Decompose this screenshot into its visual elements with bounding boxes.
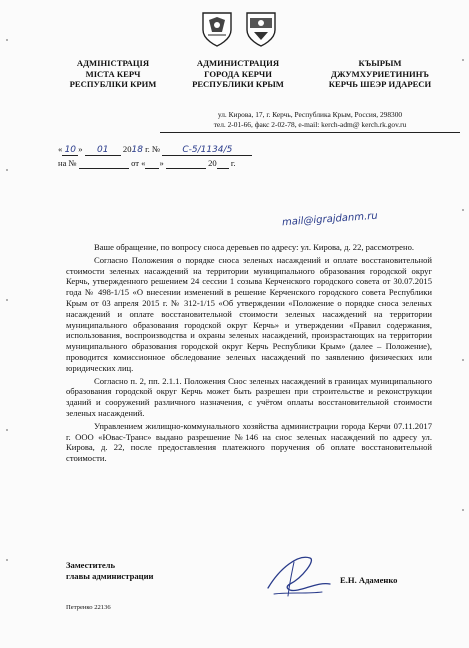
- handwritten-signature: [250, 548, 340, 608]
- header-ukr-line: МІСТА КЕРЧ: [85, 68, 141, 79]
- incoming-registration: [58, 158, 236, 169]
- reply-month-blank: [166, 158, 206, 169]
- reply-number-blank: [79, 158, 129, 169]
- reply-year-suffix: г.: [230, 158, 236, 168]
- reg-day: 10: [62, 145, 78, 156]
- reg-number: С-5/1134/5: [162, 145, 252, 156]
- kerch-emblem-icon: [244, 10, 278, 48]
- header-rus-line: ГОРОДА КЕРЧИ: [204, 68, 272, 79]
- emblems: [200, 10, 280, 50]
- address-line: ул. Кирова, 17, г. Керчь, Республика Крым, Россия, 298300: [217, 110, 403, 119]
- reg-year-printed: 20: [122, 144, 132, 154]
- body-paragraph: Управлением жилищно-коммунального хозяйства администрации города Керчи 07.11.2017 г. ООО «Ювас-Транс» выдано разрешение №146 на снос зеленых насаждений по адресу ул. Кирова, д. 22, после предоставления платежного поручения об оплате восстановительной стоимости.: [66, 420, 432, 464]
- header-crimean-tatar: [320, 58, 440, 90]
- header-crh-line: ДЖУМХУРИЕТИНИНЪ: [331, 68, 429, 79]
- scan-edge-dots-left: [4, 0, 10, 648]
- address-block: [160, 110, 460, 133]
- address-divider: [160, 132, 460, 133]
- reg-month: 01: [85, 145, 121, 156]
- handwritten-email: mail@igrajdanm.ru: [281, 210, 379, 229]
- header-crh-line: КЪЫРЫМ: [358, 58, 402, 68]
- header-ukr-line: АДМІНІСТРАЦІЯ: [76, 58, 150, 68]
- reg-year-hand: 18: [131, 145, 143, 155]
- reply-date-label: от «: [131, 158, 146, 168]
- reply-day-blank: [145, 158, 159, 169]
- header-rus-line: РЕСПУБЛИКИ КРЫМ: [192, 79, 284, 89]
- signatory-name: Е.Н. Адаменко: [340, 575, 398, 585]
- contacts-line: тел. 2-01-66, факс 2-02-78, e-mail: kerch-adm@ kerch.rk.gov.ru: [213, 120, 407, 129]
- reply-to-label: на №: [58, 158, 77, 168]
- header-ukrainian: [58, 58, 168, 90]
- signatory-title: [66, 560, 154, 582]
- outgoing-registration: [58, 144, 252, 156]
- header-russian: [178, 58, 298, 90]
- quote-open: «: [58, 144, 63, 154]
- scan-edge-dots-right: [460, 0, 466, 648]
- quote-close: »: [78, 144, 83, 154]
- reply-year-blank: [217, 158, 229, 169]
- letter-body: [66, 242, 432, 466]
- crimea-emblem-icon: [200, 10, 234, 48]
- header-crh-line: КЕРЧЬ ШЕЭР ИДАРЕСИ: [328, 79, 432, 89]
- signatory-title-line: главы администрации: [66, 571, 154, 581]
- executor-note: Петренко 22136: [66, 604, 111, 611]
- header-ukr-line: РЕСПУБЛІКИ КРИМ: [69, 79, 157, 89]
- header-rus-line: АДМИНИСТРАЦИЯ: [196, 58, 280, 68]
- body-paragraph: Ваше обращение, по вопросу сноса деревьев по адресу: ул. Кирова, д. 22, рассмотрено.: [94, 242, 415, 252]
- reg-number-label: г. №: [145, 144, 161, 154]
- reply-year: 20: [208, 158, 217, 168]
- body-paragraph: Согласно п. 2, пп. 2.1.1. Положения Снос зеленых насаждений в границах муниципального образования городской округ Керчь может быть разрешен при строительстве и реконструкции зданий и сооружений различного назначения, с учётом оплаты восстановительной стоимости зеленых насаждений.: [66, 375, 432, 418]
- quote-close: »: [159, 158, 164, 168]
- body-paragraph: Согласно Положения о порядке сноса зеленых насаждений и оплате восстановительной стоимости зеленых насаждений на территории муниципального образования городской округ Керчь, утвержденного решением 24 сессии 1 созыва Керченского городского совета от 30.07.2015 года № 498-1/15 «О внесении изменений в решение Керченского городского совета Республики Крым от 03 апреля 2015 г. № 312-1/15 «Об утверждении «Положение о порядке сноса зеленых насаждений и оплате восстановительной стоимости зеленых насаждений на территории муниципального образования городской округ Керчь» и утверждении «Правил содержания, использования, воспроизводства и охраны зеленых насаждений, произрастающих на территории муниципального образования городской округ Керчь Республики Крым» (далее – Положение), проводится комиссионное обследование зеленых насаждений по заявлению физических или юридических лиц.: [66, 254, 432, 373]
- signatory-title-line: Заместитель: [66, 560, 115, 570]
